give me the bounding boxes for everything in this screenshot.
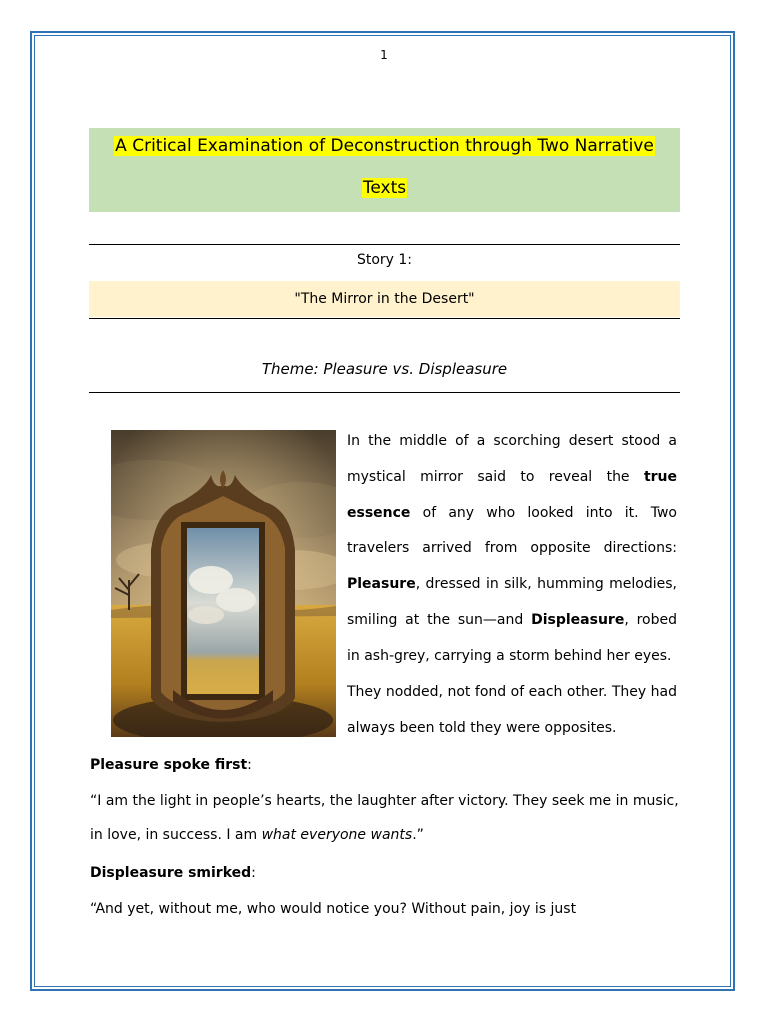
- title-text-1: A Critical Examination of Deconstruction through Two Narrative: [115, 136, 654, 156]
- title-text-2: Texts: [362, 178, 407, 198]
- theme-heading: Theme: Pleasure vs. Displeasure: [261, 360, 508, 378]
- quote-displeasure: “And yet, without me, who would notice you? Without pain, joy is just: [90, 901, 577, 917]
- story-title: "The Mirror in the Desert": [294, 291, 475, 307]
- title-line-1: [89, 135, 680, 157]
- story-title-block: [89, 281, 680, 317]
- quote-pleasure: “I am the light in people’s hearts, the laughter after victory. They seek me in music, in love, in success. I am what everyone wants.”: [90, 793, 679, 843]
- title-line-2: [89, 177, 680, 199]
- title-block: [89, 128, 680, 212]
- divider-story: [89, 318, 680, 319]
- ornate-mirror-in-desert-illustration: [111, 430, 336, 737]
- speaker-displeasure: Displeasure smirked:: [90, 865, 256, 881]
- divider-theme: [89, 392, 680, 393]
- paragraph-intro: In the middle of a scorching desert stood a mystical mirror said to reveal the true essence of any who looked into it. Two travelers arrived from opposite directions: Pleasure, dressed in silk, humming melodies, smiling at the sun—and Displeasure, robed in ash-grey, carrying a storm behind her eyes.: [347, 433, 677, 664]
- divider-top: [89, 244, 680, 245]
- speaker-pleasure: Pleasure spoke first:: [90, 757, 252, 773]
- page-number: 1: [380, 48, 388, 62]
- paragraph-opposites: They nodded, not fond of each other. They had always been told they were opposites.: [347, 684, 677, 736]
- story-label: Story 1:: [356, 252, 413, 268]
